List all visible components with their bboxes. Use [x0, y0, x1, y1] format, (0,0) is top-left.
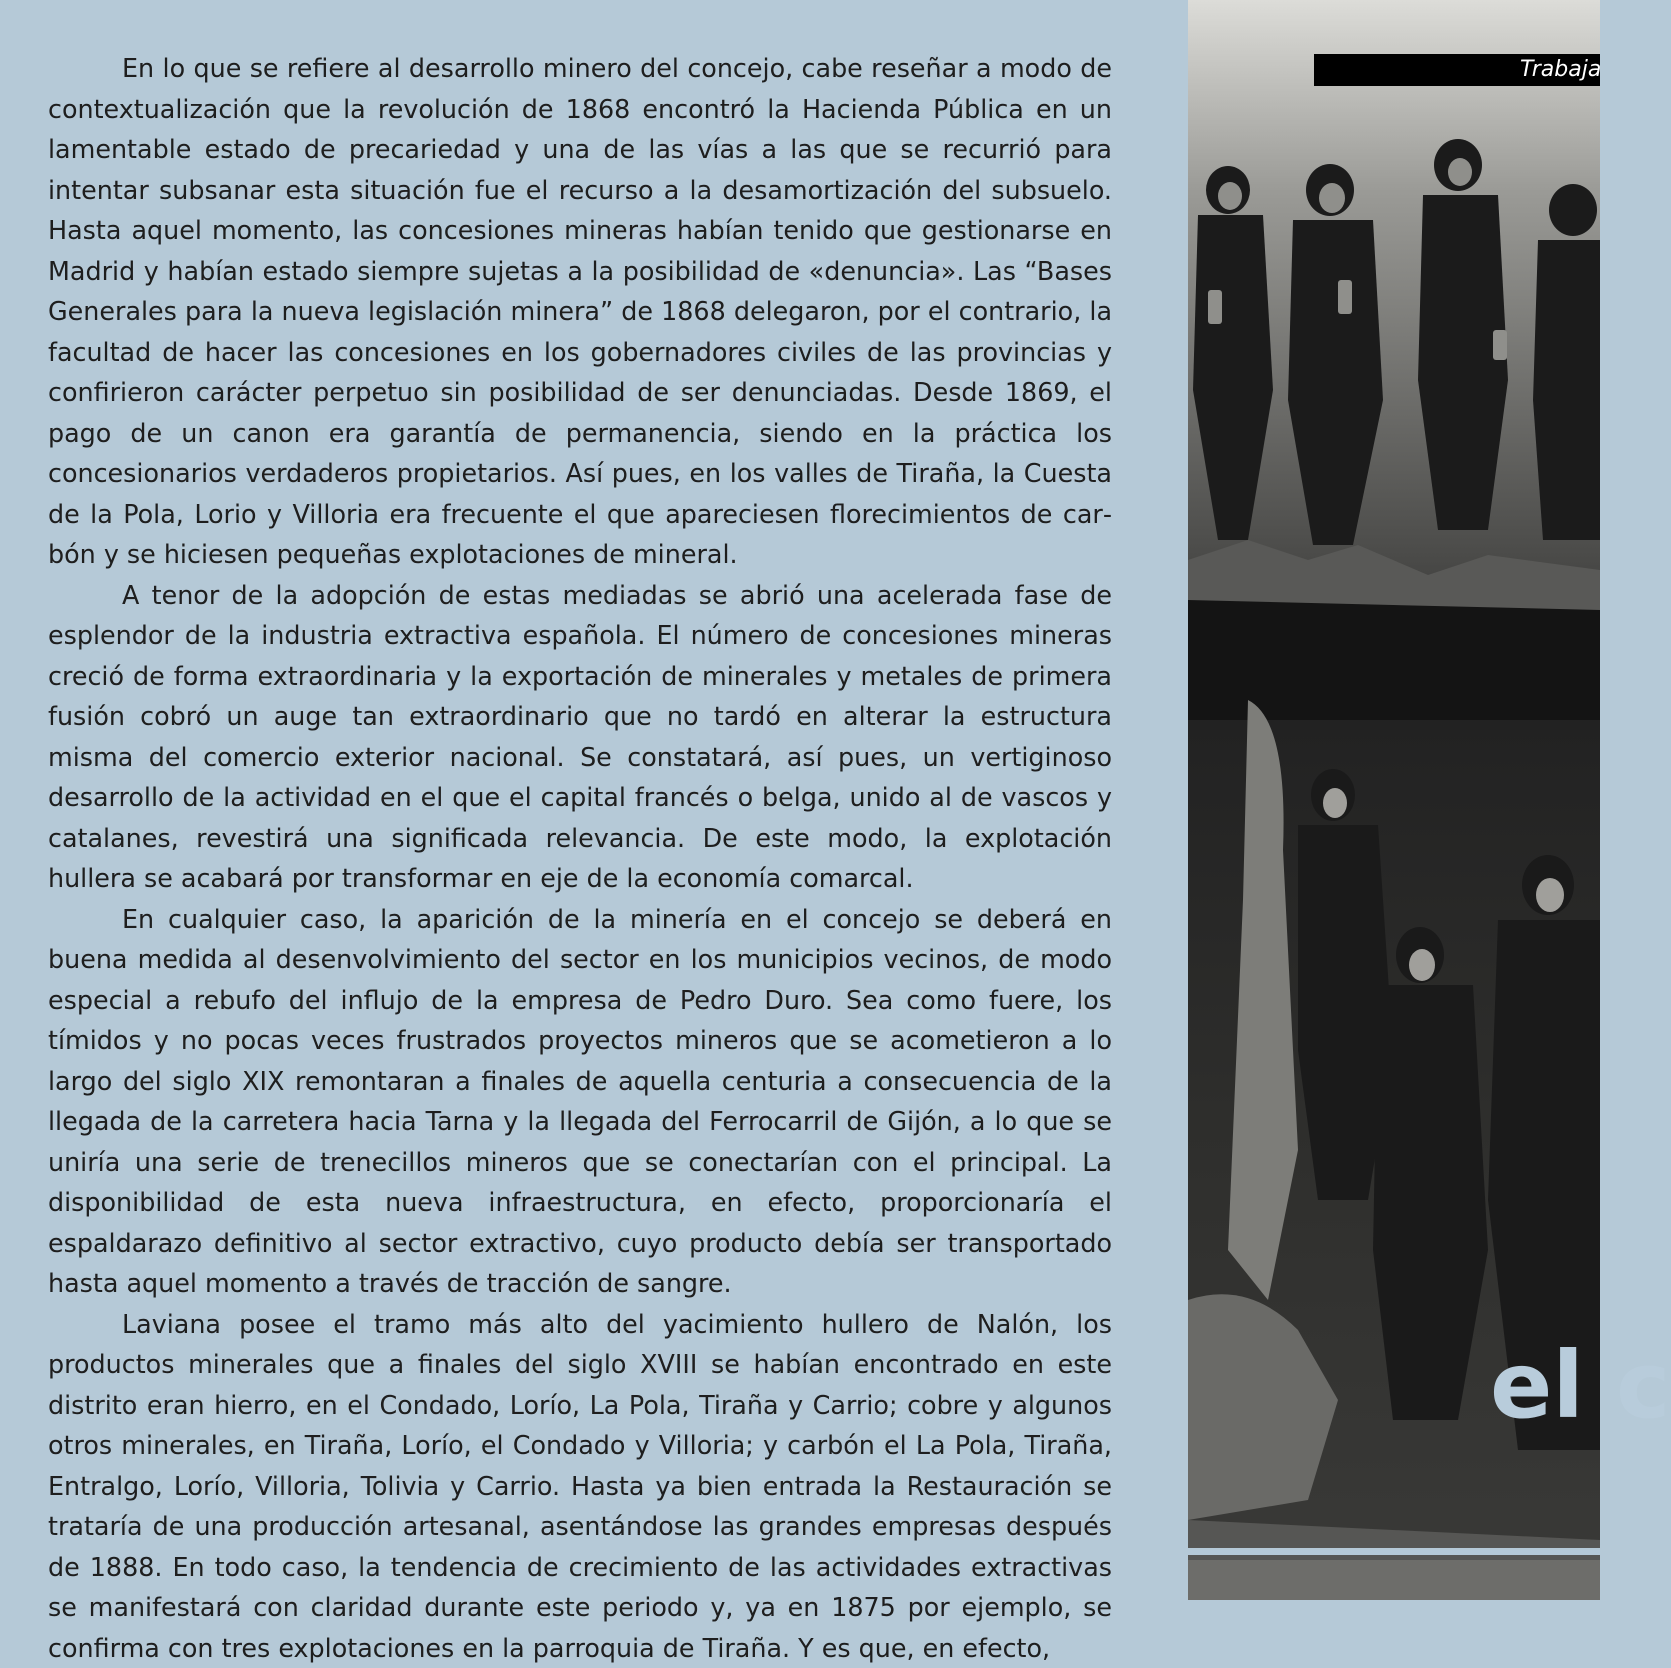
paragraph-1: En lo que se refiere al desarrollo minero del concejo, cabe reseñar a modo de contextualización que la revolución de 1868 encontró la Hacienda Pública en un lamentable estado de precariedad y una de las vías a las que se recurrió para intentar subsanar esta situación fue el recurso a la desamortización del subsuelo. Hasta aquel momento, las concesiones mineras habían tenido que gestionarse en Madrid y habían estado siempre sujetas a la posibilidad de «denuncia». Las “Bases Generales para la nueva legislación minera” de 1868 delegaron, por el contrario, la facultad de hacer las concesiones en los gobernadores civiles de las provincias y confirieron carácter perpetuo sin posibilidad de ser denunciadas. Desde 1869, el pago de un canon era garantía de permanencia, siendo en la práctica los concesionarios verdaderos propietarios. Así pues, en los valles de Tiraña, la Cuesta de la Pola, Lorio y Villoria era frecuente el que apareciesen florecimientos de carbón y se hiciesen pequeñas explotaciones de mineral. — [48, 48, 1112, 575]
bottom-divider — [1188, 1548, 1600, 1555]
article-body — [48, 48, 1112, 1668]
paragraph-3: En cualquier caso, la aparición de la minería en el concejo se deberá en buena medida al desenvolvimiento del sector en los municipios vecinos, de modo especial a rebufo del influjo de la empresa de Pedro Duro. Sea como fuere, los tímidos y no pocas veces frustrados proyectos mineros que se acometieron a lo largo del siglo XIX remontaran a finales de aquella centuria a consecuencia de la llegada de la carretera hacia Tarna y la llegada del Ferrocarril de Gijón, a lo que se uniría una serie de trenecillos mineros que se conectarían con el principal. La disponibilidad de esta nueva infraestructura, en efecto, proporcionaría el espaldarazo definitivo al sector extractivo, cuyo producto debía ser transportado hasta aquel momento a través de tracción de sangre. — [48, 899, 1112, 1304]
paragraph-4: Laviana posee el tramo más alto del yacimiento hullero de Nalón, los productos minerales que a finales del siglo XVIII se habían encontrado en este distrito eran hierro, en el Condado, Lorío, La Pola, Tiraña y Carrio; cobre y algunos otros minerales, en Tiraña, Lorío, el Condado y Villoria; y carbón el La Pola, Tiraña, Entralgo, Lorío, Villoria, Tolivia y Carrio. Hasta ya bien entrada la Restauración se trataría de una producción artesanal, asentándose las grandes empresas después de 1888. En todo caso, la tendencia de crecimiento de las actividades extractivas se manifestará con claridad durante este periodo y, ya en 1875 por ejemplo, se confirma con tres explotaciones en la parroquia de Tiraña. Y es que, en efecto, — [48, 1304, 1112, 1668]
paragraph-2: A tenor de la adopción de estas mediadas se abrió una acelerada fase de esplendor de la industria extractiva española. El número de concesiones mineras creció de forma extraordinaria y la exportación de minerales y metales de primera fusión cobró un auge tan extraordinario que no tardó en alterar la estructura misma del comercio exterior nacional. Se constatará, así pues, un vertiginoso desarrollo de la actividad en el que el capital francés o belga, unido al de vascos y catalanes, revestirá una significada relevancia. De este modo, la explotación hullera se acabará por transformar en eje de la economía comarcal. — [48, 575, 1112, 899]
section-header-bar: Trabaja — [1314, 54, 1600, 86]
panel-title-fragment: el c — [1490, 1340, 1671, 1432]
